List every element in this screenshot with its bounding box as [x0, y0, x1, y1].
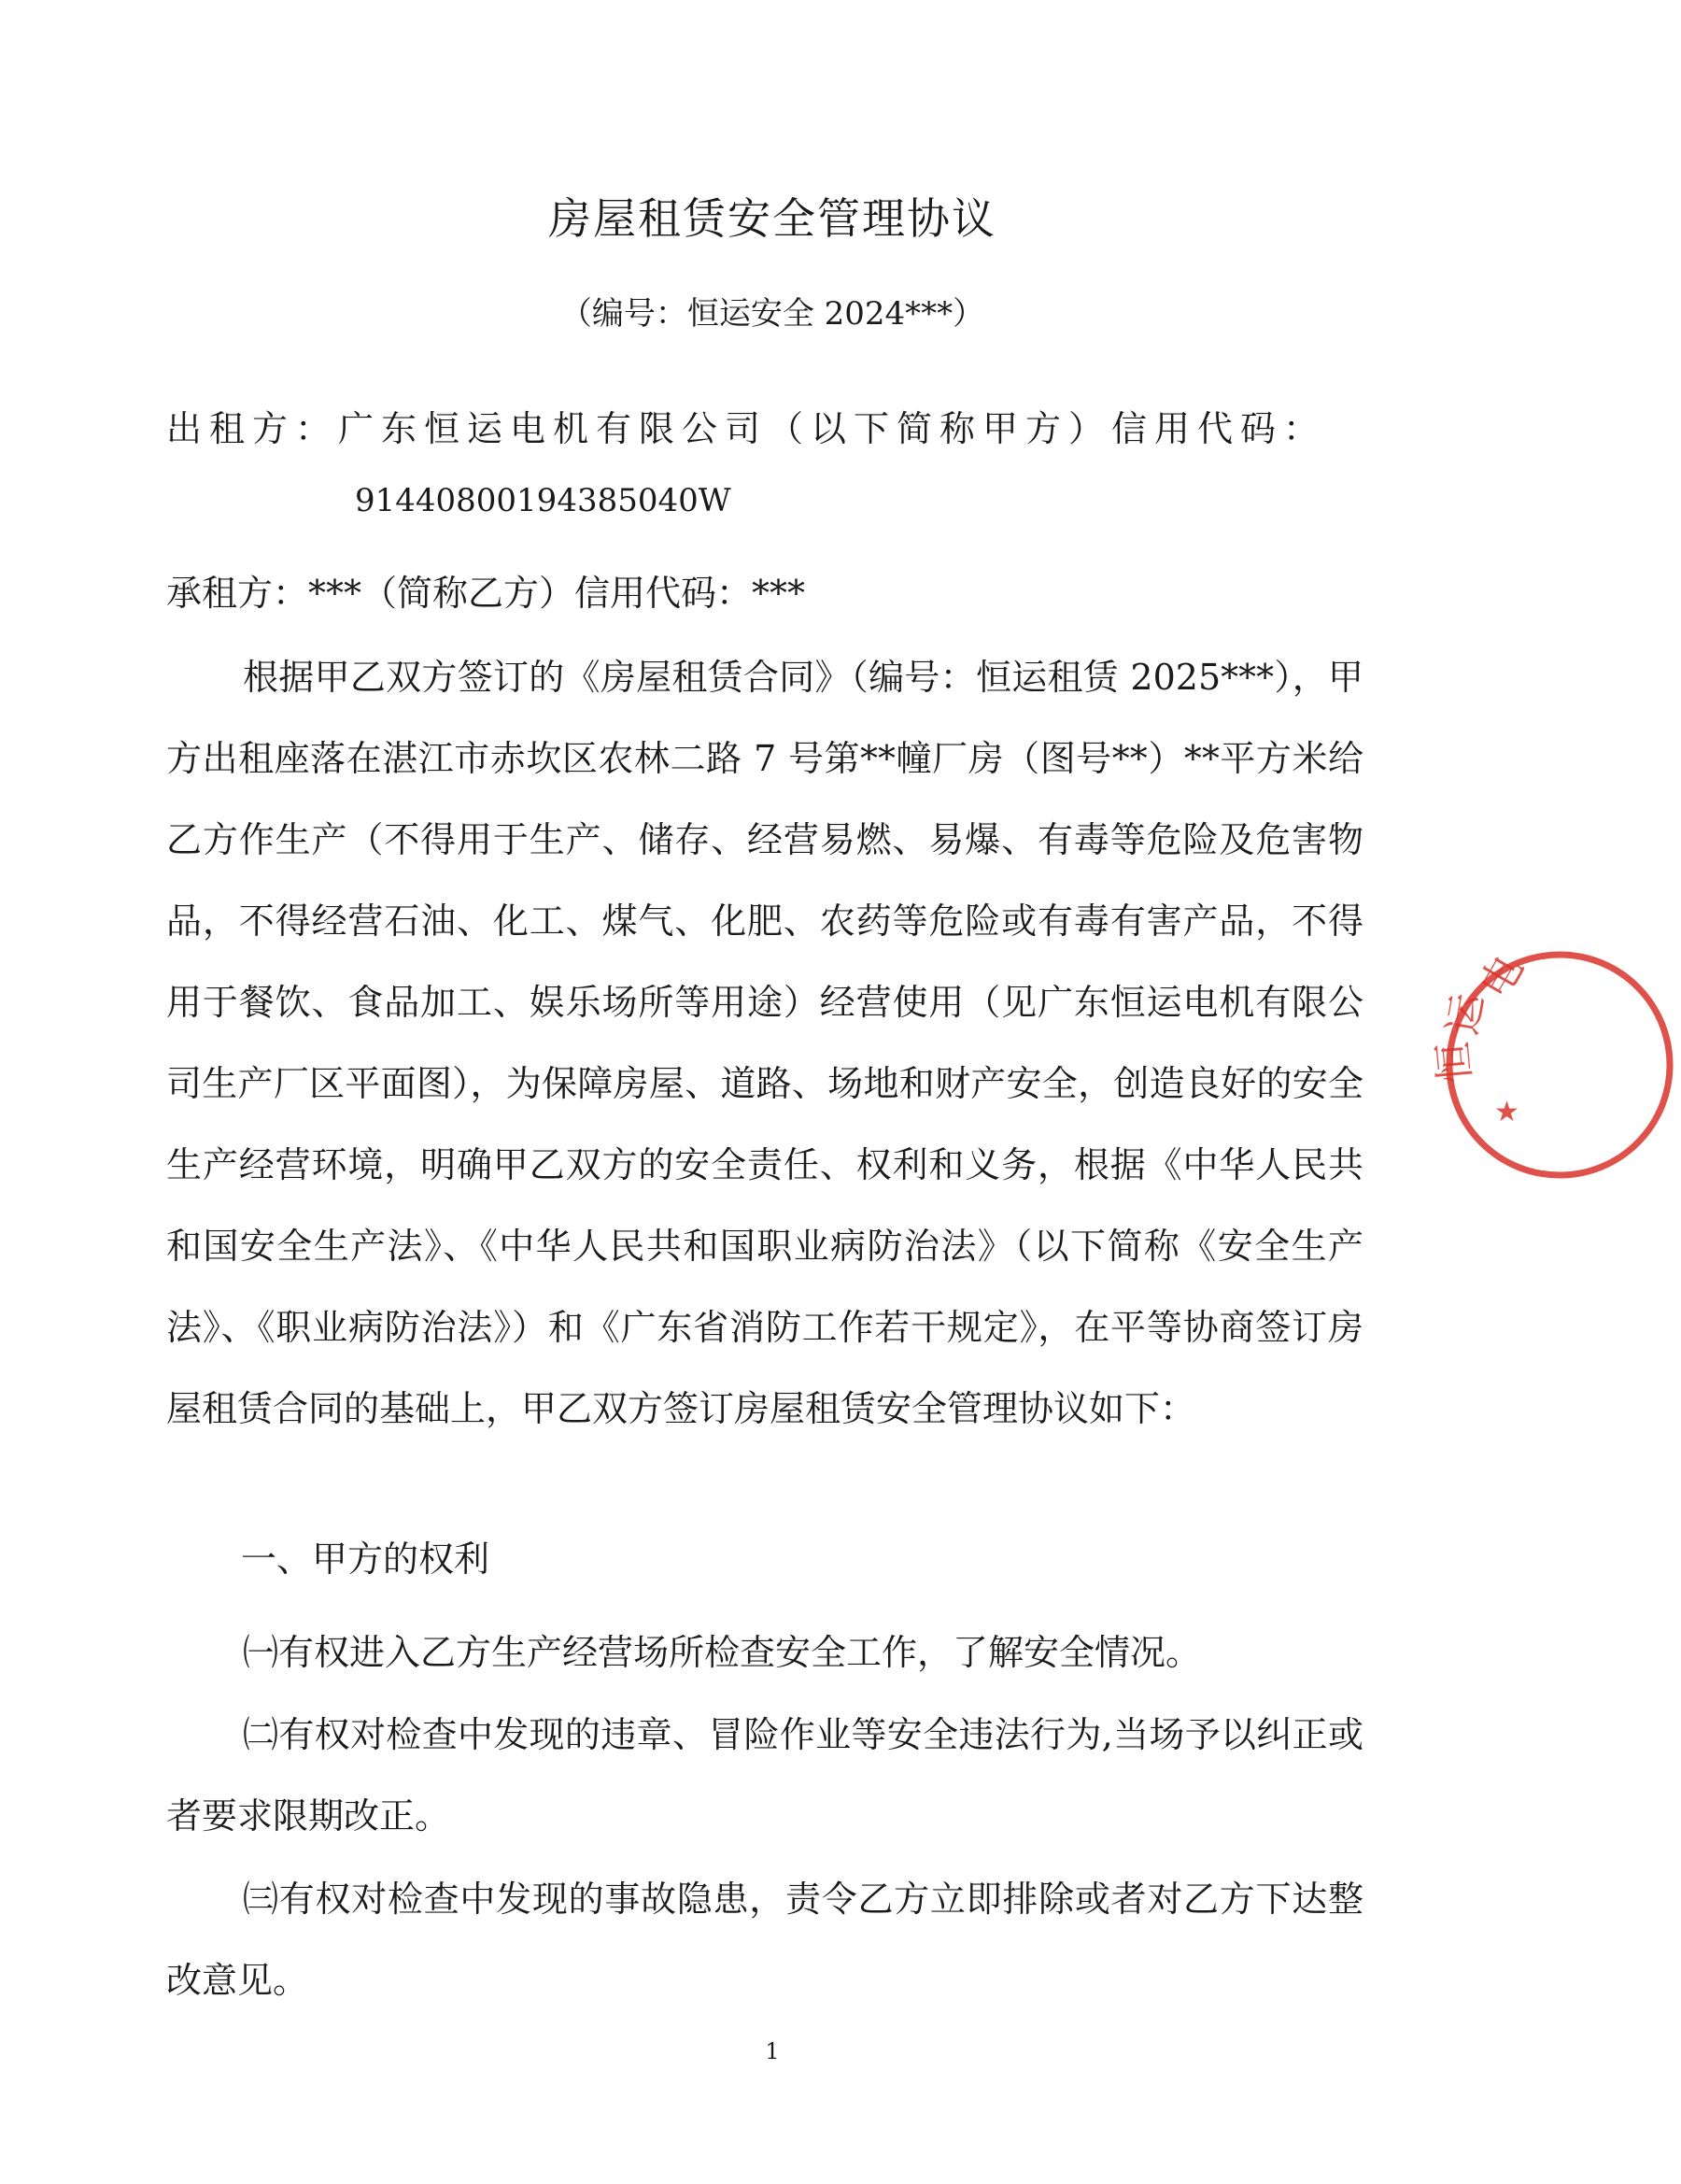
seal-star: ★: [1494, 1096, 1519, 1128]
intro-paragraph: 根据甲乙双方签订的《房屋租赁合同》（编号：恒运租赁 2025***），甲方出租座落在湛江市赤坎区农林二路 7 号第**幢厂房（图号**）**平方米给乙方作生产（不得用于生产、储存、经营易燃、易爆、有毒等危险及危害物品，不得经营石油、化工、煤气、化肥、农药等危险或有毒有害产品，不得用于餐饮、食品加工、娱乐场所等用途）经营使用（见广东恒运电机有限公司生产厂区平面图），为保障房屋、道路、场地和财产安全，创造良好的安全生产经营环境，明确甲乙双方的安全责任、权利和义务，根据《中华人民共和国安全生产法》、《中华人民共和国职业病防治法》（以下简称《安全生产法》、《职业病防治法》）和《广东省消防工作若干规定》，在平等协商签订房屋租赁合同的基础上，甲乙双方签订房屋租赁安全管理协议如下：: [166, 657, 1363, 1429]
clause-1: ㈠有权进入乙方生产经营场所检查安全工作，了解安全情况。: [243, 1632, 1202, 1673]
company-seal-stamp: [1429, 943, 1681, 1186]
clause-3: ㈢有权对检查中发现的事故隐患，责令乙方立即排除或者对乙方下达整改意见。: [166, 1879, 1363, 2001]
lessee-line: 承租方：***（简称乙方）信用代码：***: [166, 573, 806, 614]
document-title: 房屋租赁安全管理协议: [548, 193, 996, 244]
lessor-line: 出租方：广东恒运电机有限公司（以下简称甲方）信用代码：: [166, 408, 1327, 449]
seal-char-3: 运: [1438, 989, 1493, 1039]
lessor-credit-code: 91440800194385040W: [355, 482, 731, 519]
seal-char-1: 电: [1471, 946, 1533, 1007]
section-heading-party-a-rights: 一、甲方的权利: [241, 1539, 490, 1580]
page-number: 1: [765, 2038, 780, 2064]
document-number: （编号：恒运安全 2024***）: [559, 295, 985, 333]
seal-char-2: 恒: [1429, 1040, 1480, 1085]
clause-2: ㈡有权对检查中发现的违章、冒险作业等安全违法行为,当场予以纠正或者要求限期改正。: [166, 1714, 1363, 1837]
